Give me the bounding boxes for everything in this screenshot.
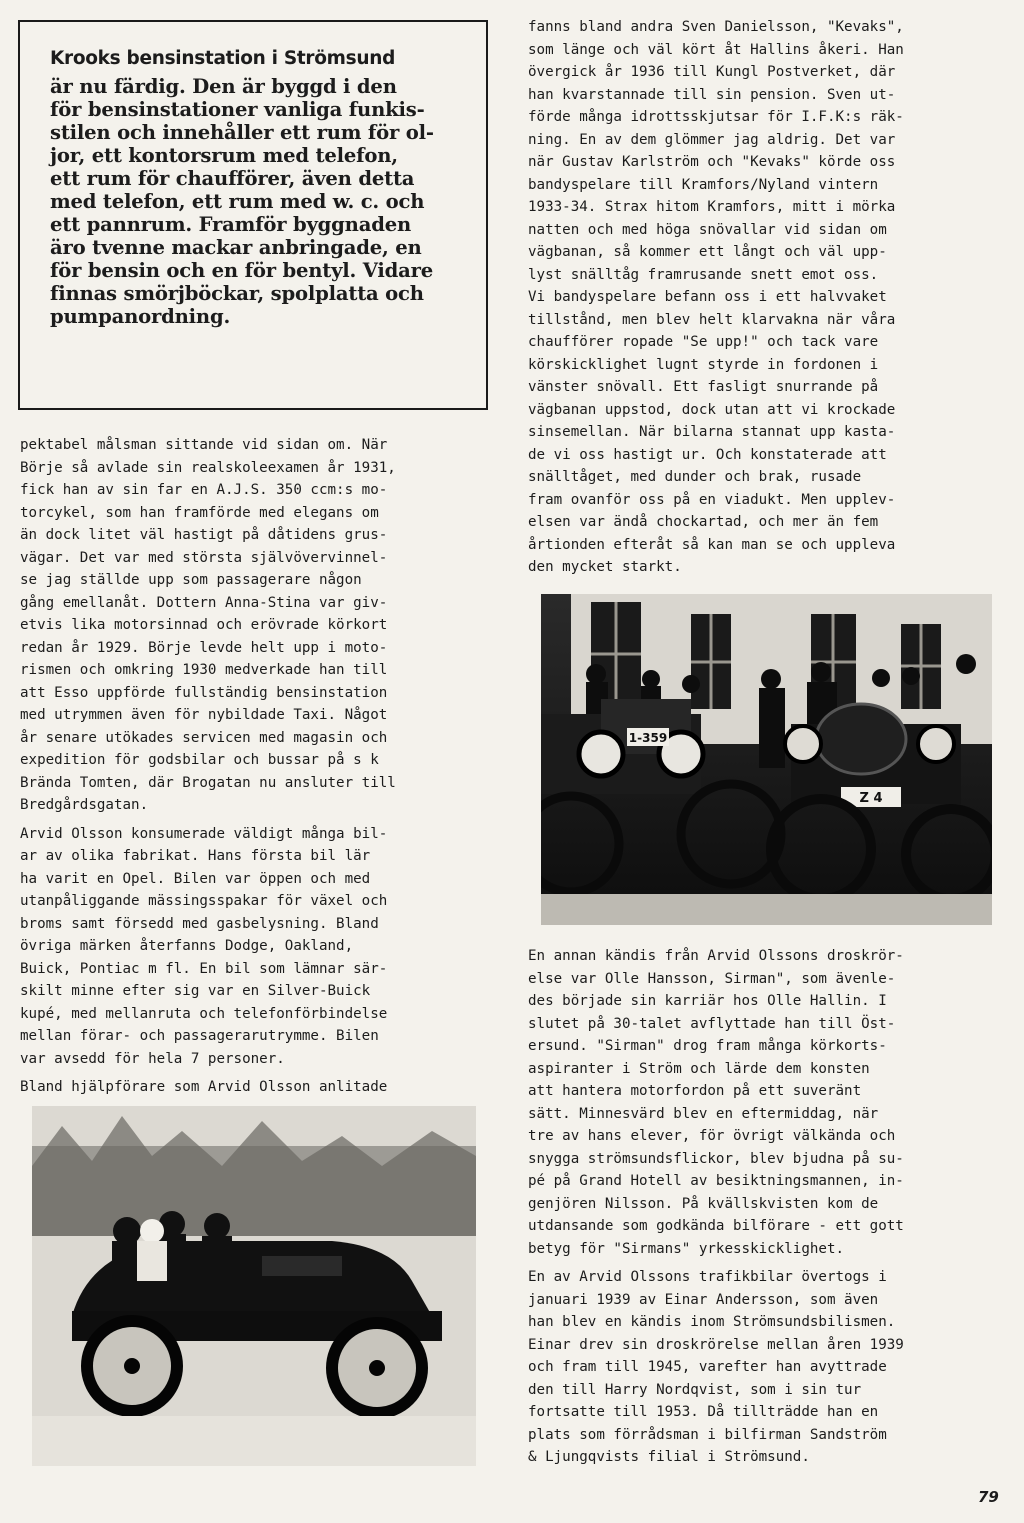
notice-box bbox=[18, 20, 488, 410]
photo-touring-car bbox=[32, 1106, 476, 1466]
plate-2: Z 4 bbox=[859, 791, 883, 806]
plate-1: 1-359 bbox=[628, 731, 668, 745]
left-paragraph-1: pektabel målsman sittande vid sidan om. När Börje så avlade sin realskoleexamen år 1931, fick han av sin far en A.J.S. 350 ccm:s mo- torcykel, som han framförde med elegans om än dock litet väl hastigt på dåtidens grus- vägar. Det var med största självövervinnel- se jag ställde upp som passagerare någon gång emellanåt. Dottern Anna-Stina var giv- etvis lika motorsinnad och erövrade körkort redan år 1929. Börje levde helt upp i moto- rismen och omkring 1930 medverkade han till att Esso uppförde fullständig bensinstation med utrymmen även för nybildade Taxi. Något år senare utökades servicen med magasin och expedition för godsbilar och bussar på s k Brända Tomten, där Brogatan nu ansluter till Bredgårdsgatan. bbox=[20, 437, 396, 813]
right-column-top bbox=[528, 16, 1018, 579]
left-column bbox=[20, 434, 506, 1099]
right-paragraph-2: En annan kändis från Arvid Olssons droskrör- else var Olle Hansson, Sirman", som ävenle- des började sin karriär hos Olle Hallin. I slutet på 30-talet avflyttade han till Öst- ersund. "Sirman" drog fram många körkorts- aspiranter i Ström och lärde dem konsten att hantera motorfordon på ett suveränt sätt. Minnesvärd blev en eftermiddag, när tre av hans elever, för övrigt välkända och snygga strömsundsflickor, blev bjudna på su- pé på Grand Hotell av besiktningsmannen, in- genjören Nilsson. På kvällskvisten kom de utdansande som godkända bilförare - ett gott betyg för "Sirmans" yrkesskicklighet. bbox=[528, 948, 904, 1257]
right-paragraph-3: En av Arvid Olssons trafikbilar övertogs i januari 1939 av Einar Andersson, som även han blev en kändis inom Strömsundsbilismen. Einar drev sin droskrörelse mellan åren 1939 och fram till 1945, varefter han avyttrade den till Harry Nordqvist, som i sin tur fortsatte till 1953. Då tillträdde han en plats som förrådsman i bilfirman Sandström & Ljungqvists filial i Strömsund. bbox=[528, 1269, 904, 1465]
photo-cars-in-front-of-building bbox=[541, 594, 992, 925]
right-column-bottom bbox=[528, 945, 1018, 1469]
left-paragraph-3: Bland hjälpförare som Arvid Olsson anlitade bbox=[20, 1079, 388, 1095]
right-paragraph-1: fanns bland andra Sven Danielsson, "Kevaks", som länge och väl kört åt Hallins åkeri. Han övergick år 1936 till Kungl Postverket, där han kvarstannade till sin pension. Sven ut- förde många idrottsskjutsar för I.F.K:s räk- ning. En av dem glömmer jag aldrig. Det var när Gustav Karlström och "Kevaks" körde oss bandyspelare till Kramfors/Nyland vintern 1933-34. Strax hitom Kramfors, mitt i mörka natten och med höga snövallar vid sidan om vägbanan, så kommer ett långt och väl upp- lyst snälltåg framrusande snett emot oss. Vi bandyspelare befann oss i ett halvvaket tillstånd, men blev helt klarvakna när våra chaufförer ropade "Se upp!" och tack vare körskicklighet lugnt styrde in fordonen i vänster snövall. Ett fasligt snurrande på vägbanan uppstod, dock utan att vi krockade sinsemellan. När bilarna stannat upp kasta- de vi oss hastigt ur. Och konstaterade att snälltåget, med dunder och brak, rusade fram ovanför oss på en viadukt. Men upplev- elsen var ändå chockartad, och mer än fem årtionden efteråt så kan man se och uppleva den mycket starkt. bbox=[528, 19, 904, 575]
page-number: 79 bbox=[978, 1488, 999, 1506]
notice-body: är nu färdig. Den är byggd i den för bensinstationer vanliga funkis- stilen och innehåller ett rum för ol- jor, ett kontorsrum med telefon, ett rum för chaufförer, även detta med telefon, ett rum med w. c. och ett pannrum. Framför byggnaden äro tvenne mackar anbringade, en för bensin och en för bentyl. Vidare finnas smörjböckar, spolplatta och pumpanordning. bbox=[50, 75, 434, 328]
left-paragraph-2: Arvid Olsson konsumerade väldigt många bil- ar av olika fabrikat. Hans första bil lär ha varit en Opel. Bilen var öppen och med utanpåliggande mässingsspakar för växel och broms samt försedd med gasbelysning. Bland övriga märken återfanns Dodge, Oakland, Buick, Pontiac m fl. En bil som lämnar sär- skilt minne efter sig var en Silver-Buick kupé, med mellanruta och telefonförbindelse mellan förar- och passagerarutrymme. Bilen var avsedd för hela 7 personer. bbox=[20, 825, 388, 1067]
notice-heading: Krooks bensinstation i Strömsund bbox=[50, 48, 396, 69]
